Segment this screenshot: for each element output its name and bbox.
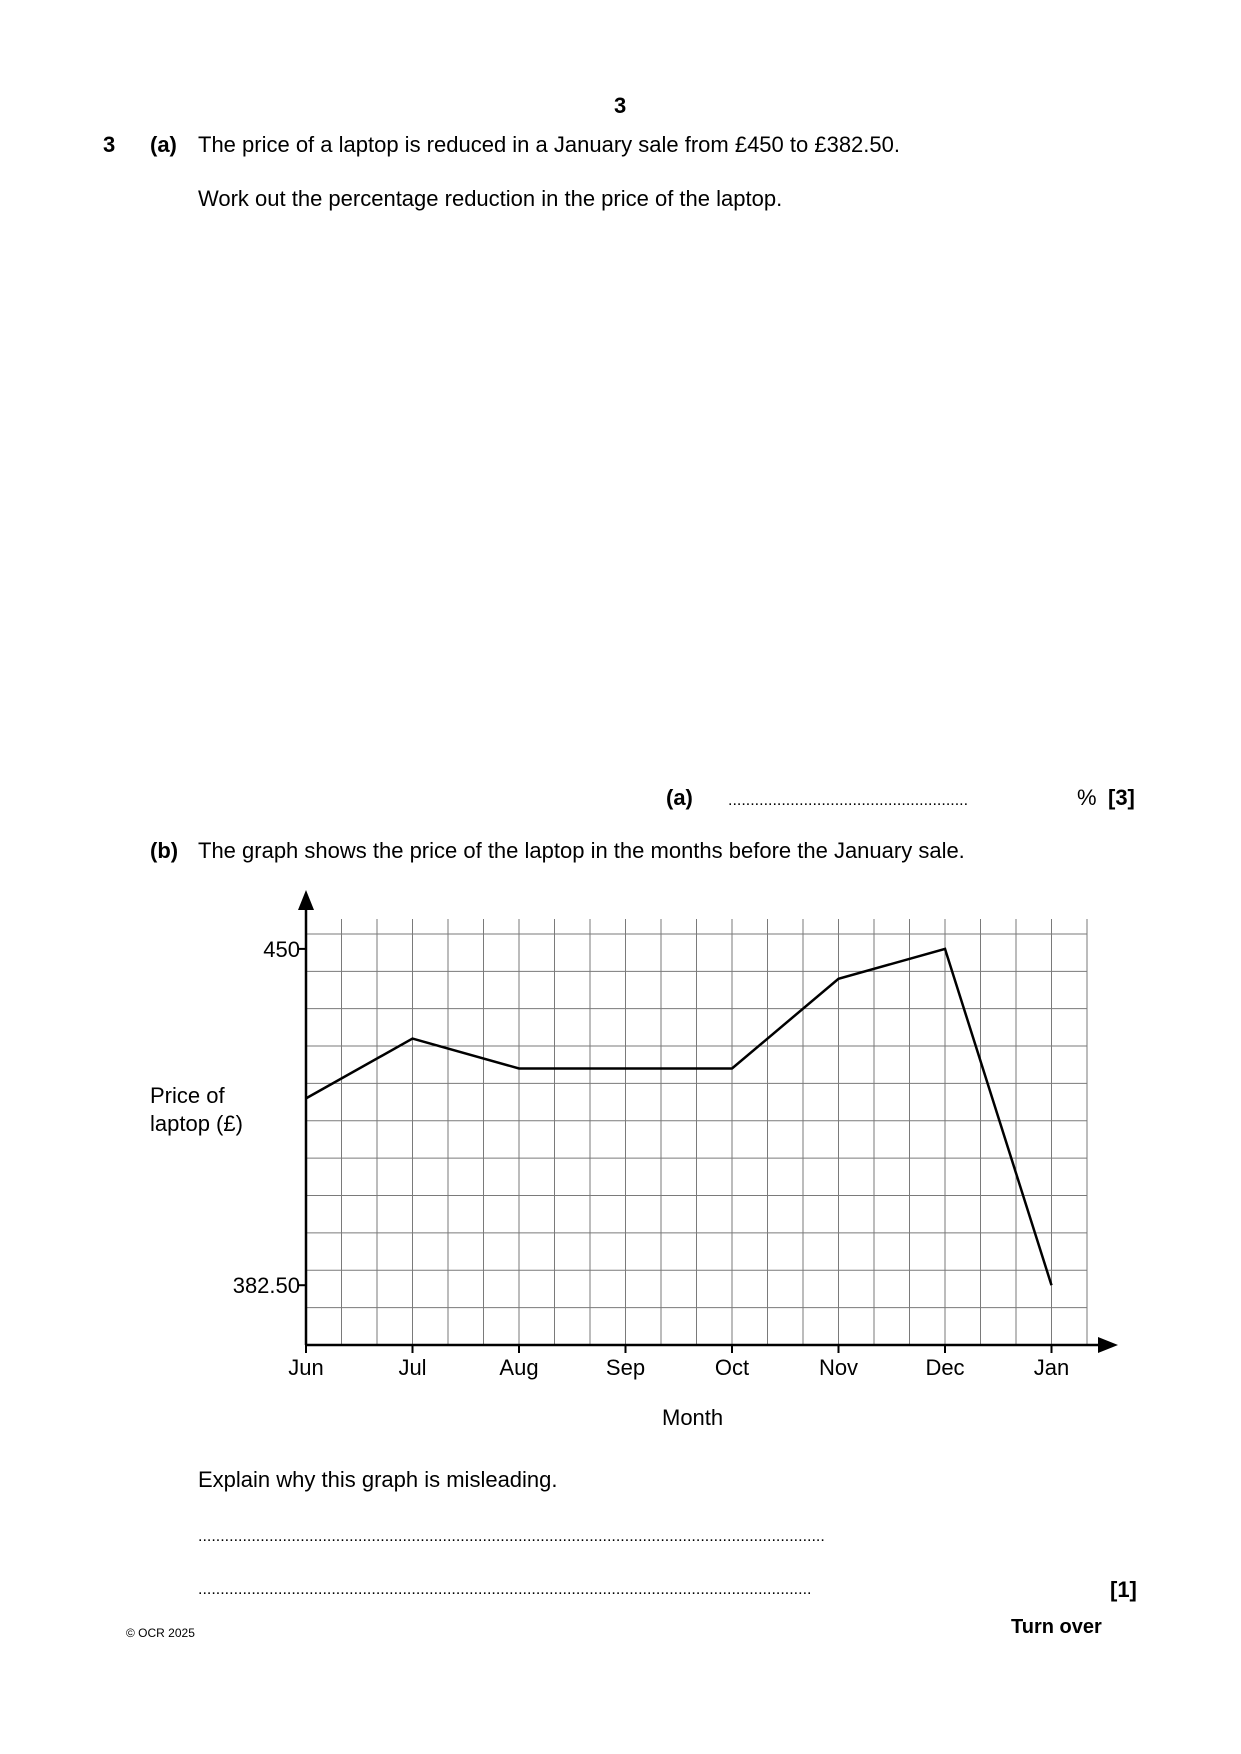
chart-series (306, 949, 1052, 1285)
x-tick-label: Jan (1033, 1355, 1070, 1380)
part-b-instruction: Explain why this graph is misleading. (198, 1467, 558, 1492)
chart-y-axis-label-line1: Price of (150, 1083, 225, 1108)
page-number: 3 (614, 93, 627, 118)
part-b-text: The graph shows the price of the laptop in the months before the January sale. (198, 838, 965, 863)
chart-grid (306, 919, 1087, 1345)
answer-b-line-2[interactable]: .......................................................................................................................................... (198, 1581, 812, 1598)
y-tick-label: 450 (263, 936, 300, 962)
answer-a-label: (a) (666, 785, 693, 810)
part-b-label: (b) (150, 838, 179, 863)
x-tick-label: Sep (605, 1355, 646, 1380)
turn-over: Turn over (1011, 1616, 1102, 1638)
y-tick-label: 382.50 (232, 1273, 300, 1299)
part-a-instruction: Work out the percentage reduction in the price of the laptop. (198, 186, 783, 211)
x-tick-label: Nov (818, 1355, 859, 1380)
chart-x-axis-label: Month (662, 1405, 724, 1430)
x-tick-label: Jul (398, 1355, 427, 1380)
price-series-line (306, 949, 1052, 1285)
answer-b-line-1[interactable]: ............................................................................................................................................. (198, 1528, 825, 1545)
x-axis-arrow (1098, 1337, 1118, 1353)
answer-a-unit: % (1077, 785, 1097, 810)
x-tick-label: Dec (925, 1355, 965, 1380)
answer-a-marks: [3] (1108, 785, 1135, 810)
answer-b-marks: [1] (1110, 1577, 1137, 1602)
part-a-label: (a) (150, 132, 177, 157)
x-tick-label: Aug (499, 1355, 539, 1380)
y-axis-arrow (298, 890, 314, 910)
x-tick-label: Oct (714, 1355, 750, 1380)
chart-axes (298, 890, 1118, 1353)
x-tick-label: Jun (288, 1355, 324, 1380)
copyright: © OCR 2025 (126, 1626, 195, 1640)
answer-a-field[interactable]: ...................................................... (728, 792, 969, 809)
question-number: 3 (103, 132, 116, 157)
part-a-text: The price of a laptop is reduced in a January sale from £450 to £382.50. (198, 132, 900, 157)
chart-y-axis-label-line2: laptop (£) (150, 1111, 243, 1136)
